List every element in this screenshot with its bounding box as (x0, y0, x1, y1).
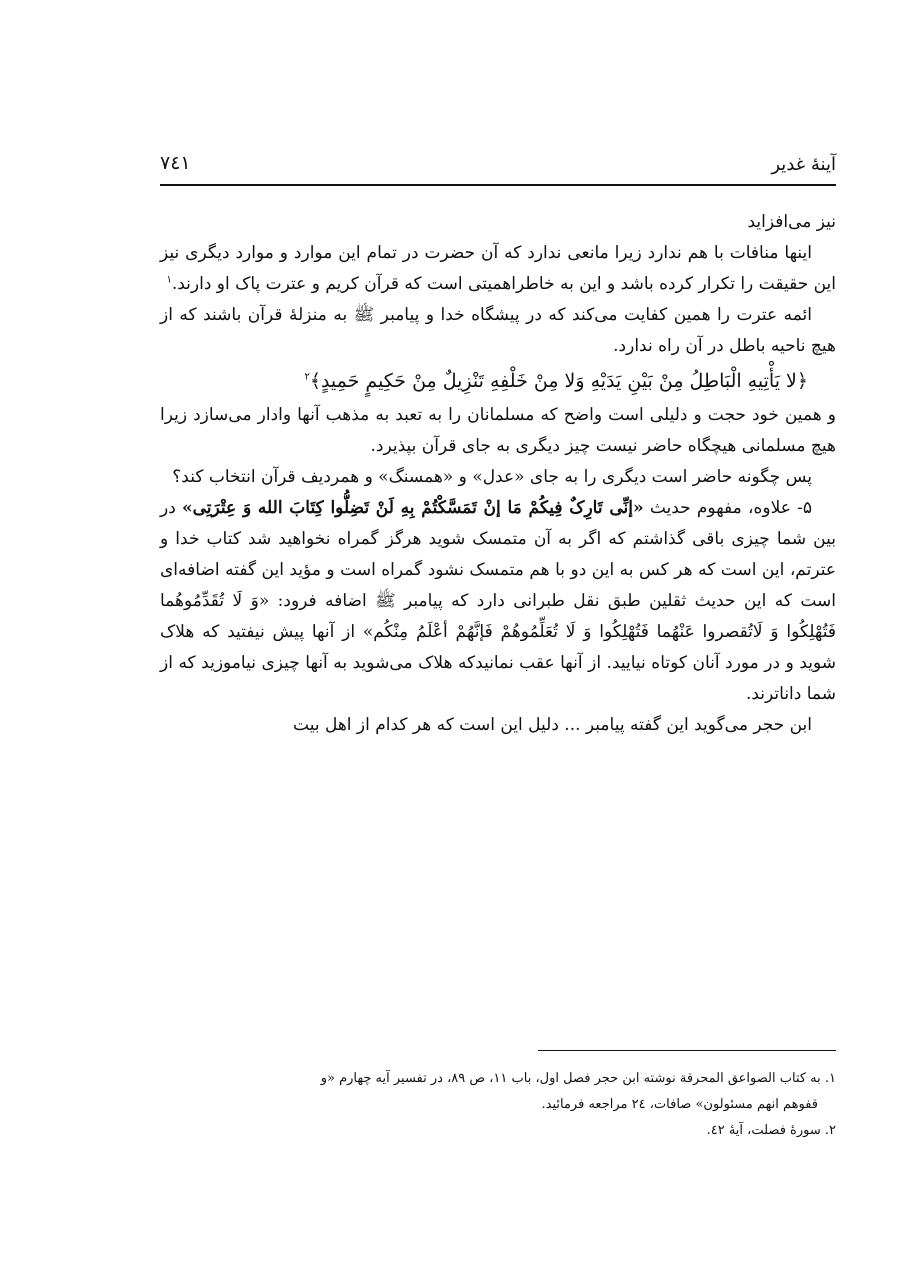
paragraph-6-rest: در بین شما چیزی باقی گذاشتم که اگر به آن متمسک شوید هرگز گمراه نخواهید شد کتاب خدا و عترتم، این است که هر کس به این دو با هم متمسک نشود گمراه است و مؤید این گفته اضافه‌ای است که این حدیث ثقلین طبق نقل طبرانی دارد که پیامبر ﷺ اضافه فرود: «وَ لَا تُقَدِّمُوهُما فَتُهْلِکُوا وَ لَاتُقصروا عَنْهُما فَتُهْلِکُوا وَ لَا تُعَلِّمُوهُمْ فَإنَّهُمْ أعْلَمُ مِنْکُم» از آنها پیش نیفتید که هلاک شوید و در مورد آنان کوتاه نیایید. از آنها عقب نمانیدکه هلاک می‌شوید به آنها چیزی نیاموزید که از شما داناترند. (160, 498, 837, 704)
main-text (160, 207, 836, 741)
quran-verse: ﴿لا یَأْتِیهِ الْبَاطِلُ مِنْ بَیْنِ یَدَیْهِ وَلا مِنْ خَلْفِهِ تَنْزِیلٌ مِنْ حَکِیمٍ حَمِیدٍ﴾$^۲$ (304, 370, 808, 392)
paragraph-7: ابن حجر می‌گوید این گفته پیامبر ... دلیل این است که هر کدام از اهل بیت (293, 715, 812, 735)
paragraph-5: پس چگونه حاضر است دیگری را به جای «عدل» و «همسنگ» و همردیف قرآن انتخاب کند؟ (172, 467, 812, 487)
paragraph-2: اینها منافات با هم ندارد زیرا مانعی ندارد که آن حضرت در تمام این موارد و موارد دیگری نیز این حقیقت را تکرار کرده باشد و این به خاطراهمیتی است که قرآن کریم و عترت پاک او دارند.$^۱$ (160, 243, 836, 294)
paragraph-1: نیز می‌افزاید (747, 212, 836, 232)
footnote-1-line-1: ۱. به کتاب الصواعق المحرقة نوشته ابن حجر فصل اول، باب ۱۱، ص ۸۹، در تفسیر آیه چهارم «و (320, 1071, 836, 1086)
paragraph-6 (160, 493, 836, 710)
paragraph-3: ائمه عترت را همین کفایت می‌کند که در پیشگاه خدا و پیامبر ﷺ به منزلهٔ قرآن باشند که از هیچ ناحیه باطل در آن راه ندارد. (160, 305, 836, 356)
page-header (160, 148, 836, 182)
footnotes (160, 1066, 836, 1144)
footnote-marker-1: ۱ (166, 274, 172, 286)
footnote-1-line-2: قفوهم انهم مسئولون» صافات، ۲٤ مراجعه فرمائید. (541, 1097, 818, 1112)
paragraph-6-lead: ۵- علاوه، مفهوم حدیث (649, 498, 812, 518)
page-number: ۷٤۱ (160, 152, 191, 174)
footnote-rule (538, 1050, 836, 1051)
hadith-quote: «إنِّی تَارِکٌ فِیکُمْ مَا إنْ تَمَسَّکْتُمْ بِهِ لَنْ تَضِلُّوا کِتَابَ الله وَ عِتْرَتِی» (182, 498, 644, 518)
paragraph-4: و همین خود حجت و دلیلی است واضح که مسلمانان را به تعبد به مذهب آنها وادار می‌سازد زیرا هیچ مسلمانی هیچگاه حاضر نیست چیز دیگری به جای قرآن بپذیرد. (160, 405, 836, 456)
running-title: آینهٔ غدیر (771, 154, 836, 175)
header-rule (160, 184, 836, 186)
footnote-2: ۲. سورهٔ فصلت، آیهٔ ٤۲. (706, 1123, 836, 1138)
footnote-marker-2: ۲ (304, 371, 310, 383)
